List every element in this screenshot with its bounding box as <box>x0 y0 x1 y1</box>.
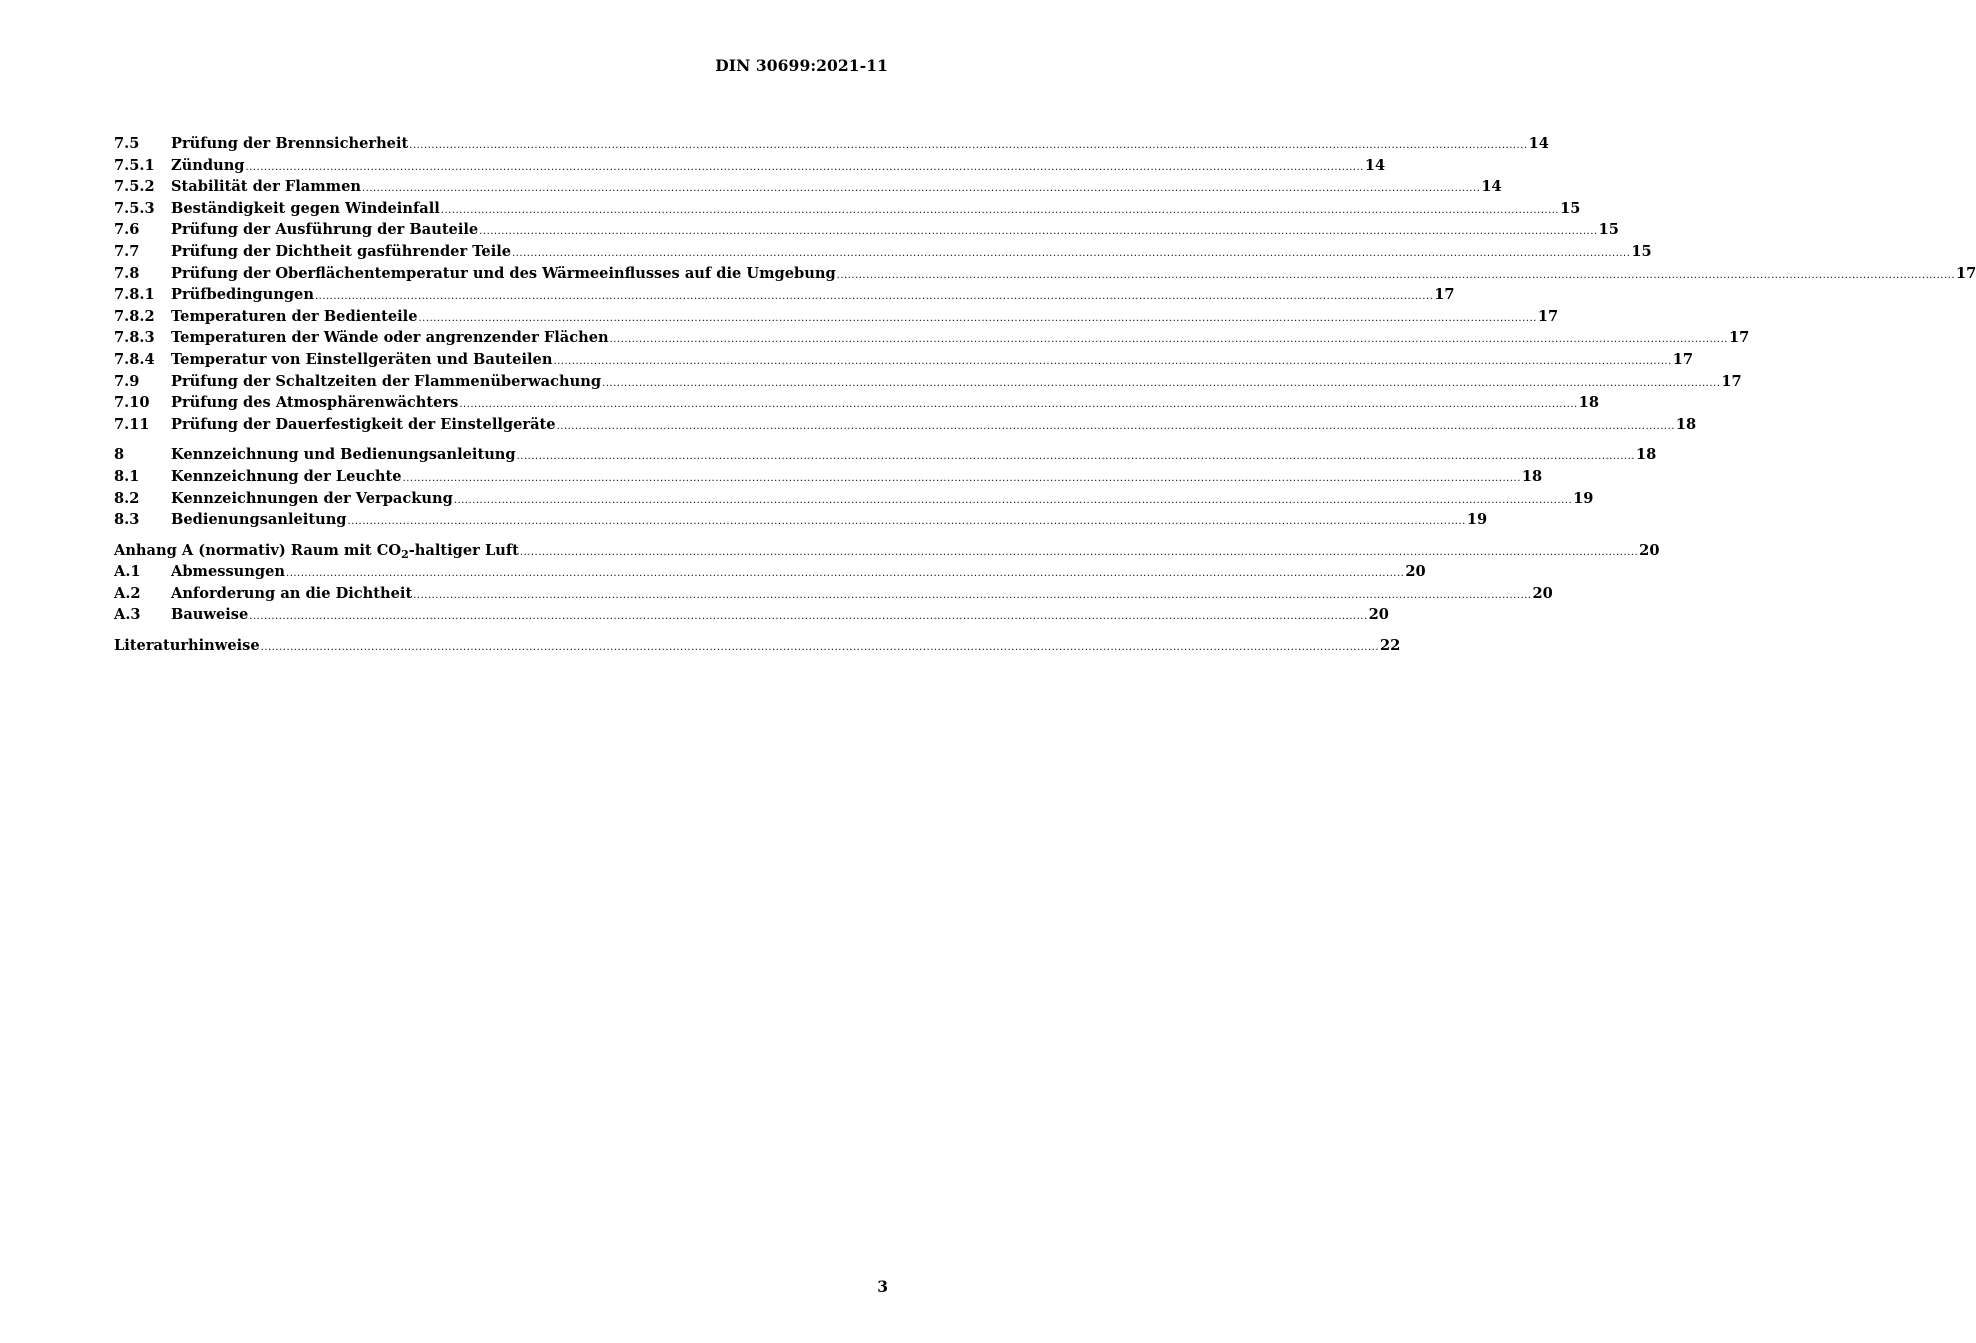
toc-page: 14 <box>1528 135 1549 152</box>
toc-page: 17 <box>1537 307 1559 325</box>
toc-number: 7.8.2 <box>114 307 155 325</box>
toc-title: Bauweise <box>171 606 249 624</box>
toc-page: 17 <box>1956 264 1976 282</box>
toc-page: 22 <box>1380 637 1401 655</box>
toc-leader <box>610 330 1728 350</box>
toc-leader <box>454 491 1572 511</box>
toc-entry-7-5-2[interactable] <box>114 177 1502 199</box>
toc-leader <box>315 287 1433 307</box>
toc-number: 7.5.1 <box>114 156 155 174</box>
toc-entry-7-11[interactable] <box>114 415 1697 437</box>
toc-page: 15 <box>1598 221 1619 239</box>
toc-page: 20 <box>1639 541 1660 559</box>
toc-entry-7-8-4[interactable] <box>114 350 1694 372</box>
co2-subscript: 2 <box>401 547 409 561</box>
toc-entry-7-5[interactable] <box>114 134 1549 156</box>
toc-leader <box>837 266 1955 286</box>
toc-page: 20 <box>1532 584 1553 602</box>
toc-page: 18 <box>1578 394 1599 412</box>
toc-page: 17 <box>1672 350 1694 368</box>
toc-title: Beständigkeit gegen Windeinfall <box>171 199 440 217</box>
toc-page: 15 <box>1631 242 1652 260</box>
toc-leader <box>286 564 1404 584</box>
toc-page: 17 <box>1434 286 1455 304</box>
toc-title: Prüfung der Oberflächentemperatur und des Wärmeeinflusses auf die Umgebung <box>171 264 836 282</box>
toc-title: Prüfung der Dauerfestigkeit der Einstellgeräte <box>171 415 556 433</box>
toc-entry-8-1[interactable] <box>114 467 1543 489</box>
toc-page: 14 <box>1481 178 1502 196</box>
toc-entry-a-1[interactable] <box>114 562 1426 584</box>
toc-number: 7.10 <box>114 394 150 412</box>
toc-number: 8.2 <box>114 489 140 507</box>
toc-title: Prüfbedingungen <box>171 286 314 304</box>
toc-page: 17 <box>1728 329 1750 347</box>
toc-title: Bedienungsanleitung <box>171 511 347 529</box>
toc-entry-7-8-1[interactable] <box>114 285 1455 307</box>
toc-page: 19 <box>1573 489 1594 507</box>
toc-entry-7-5-1[interactable] <box>114 156 1386 178</box>
toc-entry-7-5-3[interactable] <box>114 199 1581 221</box>
toc-title: Literaturhinweise <box>114 637 260 655</box>
toc-number: 7.8.3 <box>114 329 155 347</box>
toc-page: 14 <box>1364 156 1386 174</box>
toc-number: A.3 <box>114 606 141 624</box>
toc-page: 17 <box>1721 372 1742 390</box>
toc-entry-8-2[interactable] <box>114 489 1594 511</box>
document-id: DIN 30699:2021-11 <box>715 56 888 75</box>
toc-title: Abmessungen <box>171 563 286 581</box>
toc-entry-7-6[interactable] <box>114 220 1619 242</box>
toc-entry-7-7[interactable] <box>114 242 1652 264</box>
table-of-contents <box>114 134 1976 658</box>
toc-leader <box>517 447 1635 467</box>
toc-page: 20 <box>1405 563 1426 581</box>
toc-title: Kennzeichnungen der Verpackung <box>171 489 453 507</box>
toc-number: 8 <box>114 446 125 464</box>
toc-leader <box>261 638 1379 658</box>
toc-title: Prüfung der Dichtheit gasführender Teile <box>171 242 512 260</box>
toc-title: Kennzeichnung und Bedienungsanleitung <box>171 446 516 464</box>
toc-leader <box>479 222 1597 242</box>
toc-number: 7.5.3 <box>114 199 155 217</box>
toc-entry-a-2[interactable] <box>114 584 1553 606</box>
toc-number: 7.8.4 <box>114 350 155 368</box>
toc-title-part: Anhang A (normativ) Raum mit CO <box>114 541 402 559</box>
toc-title: Prüfung der Brennsicherheit <box>171 135 409 152</box>
toc-title: Prüfung der Ausführung der Bauteile <box>171 221 479 239</box>
toc-title: Temperaturen der Bedienteile <box>171 307 418 325</box>
toc-number: 7.7 <box>114 242 140 260</box>
toc-leader <box>246 158 1364 178</box>
toc-entry-a-3[interactable] <box>114 605 1389 627</box>
toc-leader <box>403 469 1521 489</box>
toc-entry-8[interactable] <box>114 445 1657 467</box>
toc-leader <box>362 179 1480 199</box>
toc-page: 18 <box>1675 415 1697 433</box>
toc-number: 7.6 <box>114 221 140 239</box>
toc-entry-7-8-2[interactable] <box>114 307 1559 329</box>
toc-number: 7.8 <box>114 264 140 282</box>
toc-title: Temperaturen der Wände oder angrenzender Flächen <box>171 329 609 347</box>
toc-entry-7-8[interactable] <box>114 264 1976 286</box>
toc-number: A.1 <box>114 563 141 581</box>
toc-number: 8.1 <box>114 467 140 485</box>
toc-entry-literaturhinweise[interactable] <box>114 636 1401 658</box>
toc-leader <box>602 374 1720 394</box>
toc-number: 7.8.1 <box>114 286 155 304</box>
toc-title: Kennzeichnung der Leuchte <box>171 467 402 485</box>
toc-number: 7.5.2 <box>114 178 155 196</box>
toc-leader <box>553 352 1671 372</box>
toc-number: 8.3 <box>114 511 140 529</box>
toc-entry-8-3[interactable] <box>114 510 1488 532</box>
toc-title: Prüfung des Atmosphärenwächters <box>171 394 459 412</box>
toc-leader <box>520 543 1638 563</box>
toc-entry-7-10[interactable] <box>114 393 1599 415</box>
toc-page: 18 <box>1635 446 1657 464</box>
toc-page: 19 <box>1466 511 1488 529</box>
toc-number: 7.11 <box>114 415 150 433</box>
toc-entry-7-8-3[interactable] <box>114 328 1750 350</box>
toc-leader <box>409 136 1527 156</box>
toc-leader <box>557 417 1675 437</box>
toc-page: 18 <box>1521 467 1543 485</box>
toc-title <box>114 541 519 561</box>
toc-number: 7.5 <box>114 135 140 152</box>
toc-leader <box>459 395 1577 415</box>
toc-entry-annex-a[interactable] <box>114 541 1660 563</box>
page-number: 3 <box>877 1277 888 1296</box>
toc-title: Zündung <box>171 156 245 174</box>
toc-leader <box>249 607 1367 627</box>
toc-number: A.2 <box>114 584 141 602</box>
toc-leader <box>441 201 1559 221</box>
toc-title: Prüfung der Schaltzeiten der Flammenüberwachung <box>171 372 602 390</box>
toc-title: Temperatur von Einstellgeräten und Bauteilen <box>171 350 553 368</box>
toc-title: Stabilität der Flammen <box>171 178 361 196</box>
toc-title-part: -haltiger Luft <box>408 541 519 559</box>
toc-entry-7-9[interactable] <box>114 372 1742 394</box>
toc-page: 15 <box>1560 199 1581 217</box>
toc-title: Anforderung an die Dichtheit <box>171 584 413 602</box>
toc-leader <box>348 512 1466 532</box>
toc-leader <box>413 586 1531 606</box>
toc-leader <box>418 309 1536 329</box>
toc-leader <box>512 244 1630 264</box>
toc-page: 20 <box>1368 606 1389 624</box>
toc-number: 7.9 <box>114 372 140 390</box>
